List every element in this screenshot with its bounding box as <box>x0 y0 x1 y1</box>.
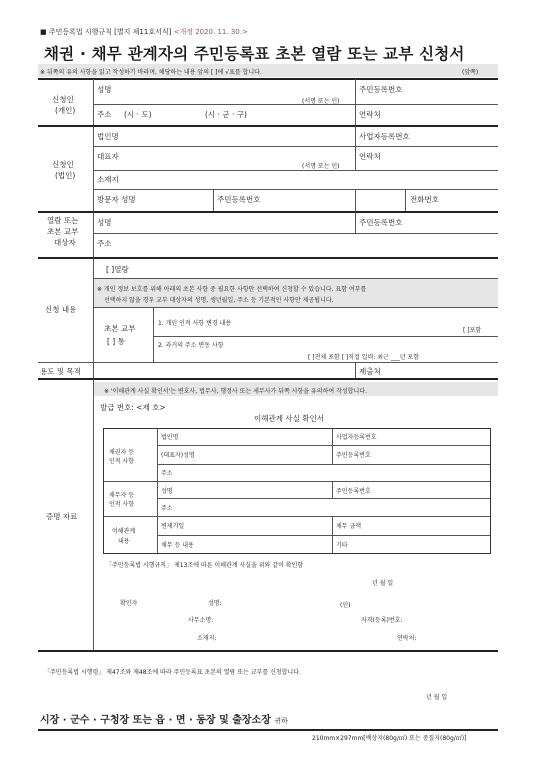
debtor-rrn-field[interactable]: 주민등록번호 <box>336 488 371 495</box>
applicant-name-field[interactable]: 성명 <box>97 85 112 94</box>
confirmer-seal: (인) <box>340 602 351 609</box>
applicant-individual-label: 신청인 <box>52 95 74 104</box>
request-note: ※ 개인 정보 보호를 위해 아래의 초본 사항 중 필요한 사항만 선택하여 신청할 수 있습니다. 표함 여부를 <box>97 286 367 293</box>
confirmation-statement: 「주민등록법 시행규칙」 제13조에 따른 이해관계 사실을 위와 같이 확인함 <box>106 562 304 569</box>
address-sido: (시 · 도) <box>124 110 152 119</box>
page-side: (앞쪽) <box>462 69 479 76</box>
corp-location-field[interactable]: 소재지 <box>97 175 119 184</box>
debtor-name-field[interactable]: 성명 <box>161 488 173 495</box>
target-name-field[interactable]: 성명 <box>97 218 112 227</box>
notice-text: ※ 뒤쪽의 유의 사항을 읽고 작성하기 바라며, 해당하는 내용 앞의 [ ]에 √표를 합니다. <box>40 69 262 76</box>
visitor-rrn-field[interactable]: 주민등록번호 <box>217 195 261 204</box>
corp-contact-field[interactable]: 연락처 <box>359 152 381 161</box>
item1-checkbox[interactable]: [ ]포함 <box>463 327 482 334</box>
debtor-address-field[interactable]: 주소 <box>161 505 173 512</box>
request-label: 신청 내용 <box>45 305 77 314</box>
applicant-rrn-field[interactable]: 주민등록번호 <box>359 85 403 94</box>
addressee <box>40 711 288 726</box>
debt-amount-field[interactable]: 채무 금액 <box>336 523 362 530</box>
applicant-address-field[interactable]: 주소 <box>97 110 112 119</box>
office-location-field[interactable]: 소재지: <box>197 635 217 642</box>
applicant-corp-sublabel: (법인) <box>55 171 76 180</box>
corp-rep-field[interactable]: 대표자 <box>97 152 119 161</box>
header-marker: ■ <box>40 28 47 36</box>
application-date[interactable]: 년 월 일 <box>426 694 448 701</box>
addressee-honorific: 귀하 <box>274 717 288 725</box>
office-name-field[interactable]: 사무소명: <box>188 617 214 624</box>
target-label: 열람 또는 <box>47 216 79 225</box>
item2-options[interactable]: [ ]전체 포함 [ ]직접 입력: 최근 ___년 포함 <box>308 354 419 361</box>
target-rrn-field[interactable]: 주민등록번호 <box>359 218 403 227</box>
creditor-corp-field[interactable]: 법인명 <box>161 434 179 441</box>
debt-content-field[interactable]: 채무 등 내용 <box>161 542 194 549</box>
corp-signature: (서명 또는 인) <box>302 163 340 170</box>
confirmer-name-field[interactable]: 성명: <box>208 600 222 607</box>
interest-subtitle: 이해관계 사실 확인서 <box>254 414 324 423</box>
issue-copies-field[interactable]: [ ] 통 <box>107 337 125 346</box>
proof-label: 증명 자료 <box>46 512 78 521</box>
purpose-label: 용도 및 목적 <box>40 367 81 376</box>
creditor-rep-field[interactable]: (대표자)성명 <box>161 452 195 459</box>
target-label-3: 대상자 <box>54 238 76 247</box>
proof-note: ※ '이해관계 사실 확인서'는 변호사, 법무사, 행정사 또는 세무사가 뒤쪽 사항을 유의하여 작성합니다. <box>104 388 367 395</box>
addressee-text: 시장 · 군수 · 구청장 또는 읍 · 면 · 동장 및 출장소장 <box>40 715 271 726</box>
creditor-label-2: 인적 사항 <box>109 458 135 465</box>
item-personal-changes: 1. 개인 인적 사항 변경 내용 <box>158 320 232 327</box>
application-statement: 「주민등록법 시행령」 제47조와 제48조에 따라 주민등록표 초본의 열람 또는 교부를 신청합니다. <box>44 669 301 676</box>
address-sigungu: (시 · 군 · 구) <box>205 110 247 119</box>
applicant-signature: (서명 또는 인) <box>302 98 340 105</box>
submit-agency-field[interactable]: 제출처 <box>359 367 381 376</box>
interest-label: 이해관계 <box>112 528 136 535</box>
visitor-name-field[interactable]: 방문자 성명 <box>97 195 136 204</box>
request-note-2: 선택하지 않을 경우 교부 대상자의 성명, 생년월일, 주소 등 기본적인 사항만 제공됩니다. <box>104 297 334 304</box>
form-title: 채권 · 채무 관계자의 주민등록표 초본 열람 또는 교부 신청서 <box>44 45 465 63</box>
office-contact-field[interactable]: 연락처: <box>397 635 417 642</box>
visitor-phone-field[interactable]: 전화번호 <box>410 195 439 204</box>
creditor-rrn-field[interactable]: 주민등록번호 <box>336 452 371 459</box>
rule-reference: 주민등록법 시행규칙 [별지 제11호서식] <box>48 28 172 36</box>
repayment-date-field[interactable]: 변제기일 <box>161 523 185 530</box>
qualification-no-field[interactable]: 자격(등록)번호: <box>361 617 403 624</box>
confirmation-date[interactable]: 년 월 일 <box>372 580 394 587</box>
other-field[interactable]: 기타 <box>336 542 348 549</box>
issue-copy-label: 초본 교부 <box>104 324 136 333</box>
creditor-address-field[interactable]: 주소 <box>161 470 173 477</box>
creditor-biz-field[interactable]: 사업자등록번호 <box>336 434 377 441</box>
revision-note: <개정 2020. 11. 30.> <box>173 28 248 36</box>
corp-name-field[interactable]: 법인명 <box>97 132 119 141</box>
item-address-history: 2. 과거의 주소 변동 사항 <box>158 342 224 349</box>
debtor-label: 채무자 등 <box>109 492 135 499</box>
debtor-label-2: 인적 사항 <box>109 501 135 508</box>
applicant-corp-label: 신청인 <box>52 160 74 169</box>
corp-biz-no-field[interactable]: 사업자등록번호 <box>359 132 410 141</box>
confirmer-label: 확인자 <box>120 600 138 607</box>
issue-number: 발급 번호: <제 호> <box>100 403 166 412</box>
creditor-label: 채권자 등 <box>109 449 135 456</box>
target-label-2: 초본 교부 <box>47 227 79 236</box>
applicant-individual-sublabel: (개인) <box>55 106 76 115</box>
target-address-field[interactable]: 주소 <box>97 239 112 248</box>
paper-spec: 210mm×297mm[백상지(80g/㎡) 또는 중질지(80g/㎡)] <box>312 735 467 742</box>
view-checkbox[interactable]: [ ]열람 <box>106 265 129 274</box>
applicant-contact-field[interactable]: 연락처 <box>359 110 381 119</box>
interest-label-2: 내용 <box>118 538 130 545</box>
